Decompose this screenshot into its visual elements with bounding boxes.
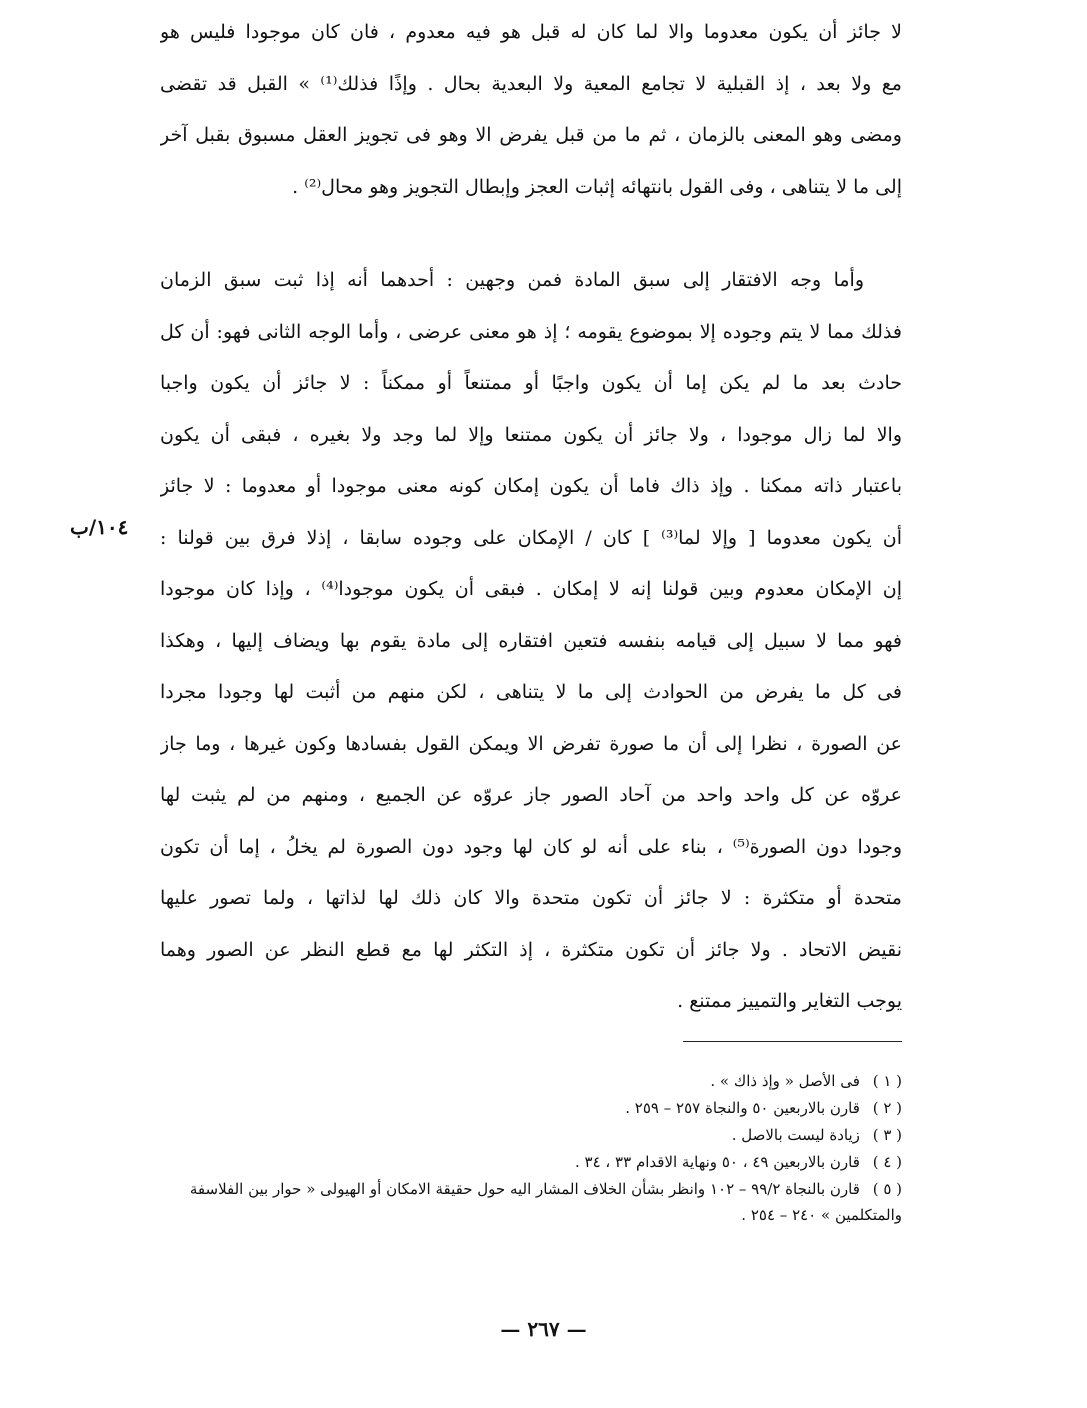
footnote-number: ( ٣ ) xyxy=(872,1126,902,1144)
text-line: فذلك مما لا يتم وجوده إلا بموضوع يقومه ؛ إذ هو معنى عرضى ، وأما الوجه الثانى فهو: أن كل xyxy=(160,320,902,343)
text-line: حادث بعد ما لم يكن إما أن يكون واجبًا أو ممتنعاً أو ممكناً : لا جائز أن يكون واجبا xyxy=(160,372,902,394)
footnote-number: ( ٢ ) xyxy=(872,1099,902,1117)
footnote-text: قارن بالاربعين ٤٩ ، ٥٠ ونهاية الاقدام ٣٣ ، ٣٤ . xyxy=(574,1153,860,1171)
text-line: إن الإمكان معدوم وبين قولنا إنه لا إمكان . فبقى أن يكون موجودا⁽⁴⁾ ، وإذا كان موجودا xyxy=(160,578,902,600)
footnote-text: قارن بالنجاة ٩٩/٢ – ١٠٢ وانظر بشأن الخلاف المشار اليه حول حقيقة الامكان أو الهيولى « حوار بين الفلاسفة والمتكلمين » ٢٤٠ – ٢٥٤ . xyxy=(189,1180,902,1224)
footnote-item xyxy=(160,1149,902,1176)
text-line: نقيض الاتحاد . ولا جائز أن تكون متكثرة ، إذ التكثر لها مع قطع النظر عن الصور وهما xyxy=(160,938,902,961)
text-line: عن الصورة ، نظرا إلى أن ما صورة تفرض الا ويمكن القول بفسادها وكون غيرها ، وما جاز xyxy=(160,732,902,755)
text-line: متحدة أو متكثرة : لا جائز أن تكون متحدة والا كان ذلك لها لذاتها ، ولما تصور عليها xyxy=(160,887,902,909)
footnote-number: ( ١ ) xyxy=(872,1072,902,1090)
text-line: أن يكون معدوما [ وإلا لما⁽³⁾ ] كان / الإمكان على وجوده سابقا ، إذلا فرق بين قولنا : xyxy=(160,526,902,549)
text-line: لا جائز أن يكون معدوما والا لما كان له قبل هو فيه معدوم ، فان كان موجودا فليس هو xyxy=(160,21,902,43)
text-line: والا لما زال موجودا ، ولا جائز أن يكون ممتنعا وإلا لما وجد ولا بغيره ، فبقى أن يكون xyxy=(160,423,902,446)
footnote-item xyxy=(160,1068,902,1095)
footnote-item xyxy=(160,1122,902,1149)
text-line: باعتبار ذاته ممكنا . وإذ ذاك فاما أن يكون إمكان كونه معنى موجودا أو معدوما : لا جائز xyxy=(160,475,902,497)
footnote-number: ( ٤ ) xyxy=(872,1153,902,1171)
text-line: فى كل ما يفرض من الحوادث إلى ما لا يتناهى ، لكن منهم من أثبت لها وجودا مجردا xyxy=(160,681,902,703)
folio-marker: ١٠٤/ب xyxy=(70,515,129,539)
footnote-text: قارن بالاربعين ٥٠ والنجاة ٢٥٧ – ٢٥٩ . xyxy=(625,1099,860,1117)
footnote-text: زيادة ليست بالاصل . xyxy=(731,1126,860,1144)
footnote-number: ( ٥ ) xyxy=(872,1180,902,1198)
paragraph-1 xyxy=(160,7,902,213)
text-line: عروّه عن كل واحد واحد من آحاد الصور جاز عروّه عن الجميع ، ومنهم من لم يثبت لها xyxy=(160,784,902,806)
footnote-item xyxy=(160,1095,902,1122)
text-line: يوجب التغاير والتمييز ممتنع . xyxy=(677,990,902,1012)
text-line: وأما وجه الافتقار إلى سبق المادة فمن وجهين : أحدهما أنه إذا ثبت سبق الزمان xyxy=(160,269,864,291)
text-line: ومضى وهو المعنى بالزمان ، ثم ما من قبل يفرض الا وهو فى تجويز العقل مسبوق بقبل آخر xyxy=(160,124,902,146)
footnote-text: فى الأصل « وإذ ذاك » . xyxy=(710,1072,860,1090)
footnotes xyxy=(160,1068,902,1228)
text-line: مع ولا بعد ، إذ القبلية لا تجامع المعية ولا البعدية بحال . وإذًا فذلك⁽¹⁾ » القبل قد تقضى xyxy=(160,72,902,95)
page-number: — ٢٦٧ — xyxy=(500,1317,587,1341)
text-line: فهو مما لا سبيل إلى قيامه بنفسه فتعين افتقاره إلى مادة يقوم بها ويضاف إليها ، وهكذا xyxy=(160,629,902,652)
text-line: وجودا دون الصورة⁽⁵⁾ ، بناء على أنه لو كان لها وجود دون الصورة لم يخلُ ، إما أن تكون xyxy=(160,835,902,858)
paragraph-2 xyxy=(160,255,902,1028)
footnote-item xyxy=(160,1176,902,1228)
footnote-divider xyxy=(683,1041,902,1042)
text-line: إلى ما لا يتناهى ، وفى القول بانتهائه إثبات العجز وإبطال التجويز وهو محال⁽²⁾ . xyxy=(292,175,902,198)
